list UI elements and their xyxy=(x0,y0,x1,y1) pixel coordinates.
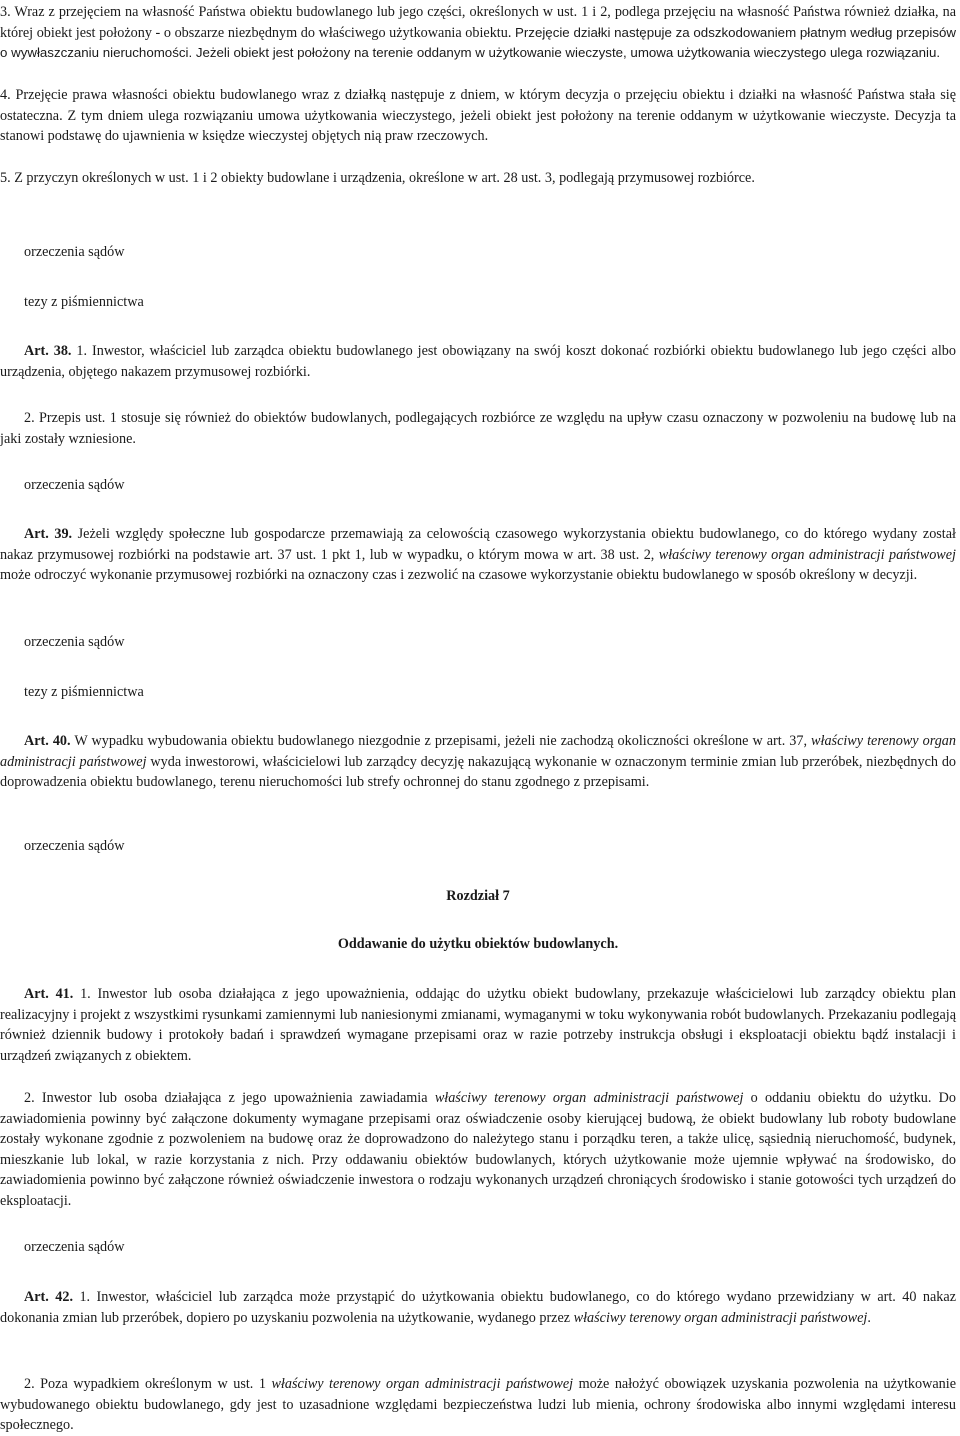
text: może odroczyć wykonanie przymusowej rozbiórki na oznaczony czas i zezwolić na czasowe wykorzystanie obiektu budowlanego w sposób określony w decyzji. xyxy=(0,567,918,583)
chapter-title: Rozdział 7 xyxy=(446,888,510,904)
organ-name: właściwy terenowy organ administracji państwowej xyxy=(271,1376,574,1392)
text: 2. Poza wypadkiem określonym w ust. 1 xyxy=(24,1376,272,1392)
paragraph-art38-ust2: 2. Przepis ust. 1 stosuje się również do obiektów budowlanych, podlegających rozbiórce ze względu na upływ czasu oznaczony w pozwoleniu na budowę lub na jaki zostały wzniesione. xyxy=(0,410,956,447)
paragraph-art41-ust1 xyxy=(0,984,956,1066)
article-number: Art. 38. xyxy=(24,343,72,359)
link-orzeczenia-sadow[interactable]: orzeczenia sądów xyxy=(24,634,125,650)
text: wyda inwestorowi, właścicielowi lub zarządcy decyzję nakazującą wykonanie w oznaczonym terminie zmian lub przeróbek, niezbędnych do doprowadzenia obiektu budowlanego, terenu nieruchomości lub strefy ochronnej do stanu zgodnego z przepisami. xyxy=(0,753,957,790)
article-number: Art. 41. xyxy=(24,986,74,1002)
paragraph-art38-ust1 xyxy=(0,341,956,382)
paragraph-art37-ust4: 4. Przejęcie prawa własności obiektu budowlanego wraz z działką następuje z dniem, w którym decyzja o przejęciu obiektu i działki na własność Państwa stała się ostateczna. Z tym dniem ulega rozwiązaniu umowa użytkowania wieczystego, jeżeli obiekt jest położony na terenie oddanym w użytkowanie wieczyste. Decyzja ta stanowi podstawę do ujawnienia w księdze wieczystej objętych nią praw rzeczowych. xyxy=(0,87,956,144)
link-orzeczenia-sadow[interactable]: orzeczenia sądów xyxy=(24,1239,125,1255)
paragraph-art41-ust2 xyxy=(0,1088,956,1211)
text: W wypadku wybudowania obiektu budowlanego niezgodnie z przepisami, jeżeli nie zachodzą okoliczności określone w art. 37, xyxy=(70,733,812,749)
paragraph-art40 xyxy=(0,731,956,793)
paragraph-art42-ust2 xyxy=(0,1374,956,1436)
organ-name: właściwy terenowy organ administracji państwowej xyxy=(0,733,956,770)
text: 3. Wraz z przejęciem na własność Państwa obiektu budowlanego lub jego części, określonych w ust. 1 i 2, podlega przejęciu na własność Państwa również działka, na której obiekt jest położony - o obszarze niezbędnym do właściwego użytkowania obiektu. xyxy=(0,4,956,41)
text: Jeżeli względy społeczne lub gospodarcze przemawiają za celowością czasowego wykorzystania obiektu budowlanego, co do którego wydany został nakaz przymusowej rozbiórki na podstawie art. 37 ust. 1 pkt 1, lub w wypadku, o którym mowa w art. 38 ust. 2, xyxy=(0,526,956,563)
organ-name: właściwy terenowy organ administracji państwowej xyxy=(434,1090,744,1106)
link-tezy-z-pismiennictwa[interactable]: tezy z piśmiennictwa xyxy=(24,294,144,310)
text: 2. Inwestor lub osoba działająca z jego upoważnienia zawiadamia xyxy=(24,1090,435,1106)
paragraph-art39 xyxy=(0,524,956,586)
chapter-subtitle: Oddawanie do użytku obiektów budowlanych. xyxy=(337,936,619,952)
text: może nałożyć obowiązek uzyskania pozwolenia na użytkowanie wybudowanego obiektu budowlanego, gdy jest to uzasadnione względami bezpieczeństwa ludzi lub mienia, ochrony środowiska albo innymi względami interesu społecznego. xyxy=(0,1376,956,1433)
text: o oddaniu obiektu do użytku. Do zawiadomienia powinny być załączone dokumenty wymagane przepisami oraz oświadczenie osoby kierującej budową, że obiekt budowlany lub roboty budowlane zostały wykonane zgodnie z pozwoleniem na budowę oraz że doprowadzono do należytego stanu i porządku teren, a także ulicę, sąsiednią nieruchomość, budynek, mieszkanie lub lokal, w razie korzystania z nich. Przy oddawaniu obiektów budowlanych, których użytkowanie może ujemnie wpływać na środowisko, do zawiadomienia powinno być załączone również oświadczenie inwestora o rodzaju wykonanych urządzeń chroniących środowisko i stanie gotowości tych urządzeń do eksploatacji. xyxy=(0,1090,956,1209)
organ-name: właściwy terenowy organ administracji państwowej xyxy=(658,546,956,563)
text: 1. Inwestor, właściciel lub zarządca obiektu budowlanego jest obowiązany na swój koszt dokonać rozbiórki obiektu budowlanego lub jego części albo urządzenia, objętego nakazem przymusowej rozbiórki. xyxy=(0,343,956,380)
organ-name: właściwy terenowy organ administracji państwowej xyxy=(573,1309,868,1326)
paragraph-art37-ust3 xyxy=(0,2,956,64)
text: Przejęcie działki następuje za odszkodowaniem płatnym według przepisów o wywłaszczaniu nieruchomości. Jeżeli obiekt jest położony na terenie oddanym w użytkowanie wieczyste, umowa użytkowania wieczystego ulega rozwiązaniu. xyxy=(0,24,956,60)
link-orzeczenia-sadow[interactable]: orzeczenia sądów xyxy=(24,477,125,493)
link-tezy-z-pismiennictwa[interactable]: tezy z piśmiennictwa xyxy=(24,684,144,700)
paragraph-art37-ust5: 5. Z przyczyn określonych w ust. 1 i 2 obiekty budowlane i urządzenia, określone w art. 28 ust. 3, podlegają przymusowej rozbiórce. xyxy=(0,170,755,186)
article-number: Art. 42. xyxy=(24,1289,73,1305)
text: 1. Inwestor lub osoba działająca z jego upoważnienia, oddając do użytku obiekt budowlany, przekazuje właścicielowi lub zarządcy obiektu plan realizacyjny i projekt z wszystkimi rysunkami zamiennymi lub naniesionymi zmianami, wymaganymi w toku wykonywania robót budowlanych. Przekazaniu podlegają również dziennik budowy i protokoły badań i sprawdzeń wymagane przepisami oraz w razie potrzeby instrukcja obsługi i eksploatacji obiektu bądź instalacji i urządzeń związanych z obiektem. xyxy=(0,986,956,1064)
text: 1. Inwestor, właściciel lub zarządca może przystąpić do użytkowania obiektu budowlanego, co do którego wydano przewidziany w art. 40 nakaz dokonania zmian lub przeróbek, dopiero po uzyskaniu pozwolenia na użytkowanie, wydanego przez xyxy=(0,1289,956,1326)
link-orzeczenia-sadow[interactable]: orzeczenia sądów xyxy=(24,838,125,854)
article-number: Art. 40. xyxy=(24,733,71,749)
paragraph-art42-ust1 xyxy=(0,1287,956,1328)
article-number: Art. 39. xyxy=(24,526,73,542)
text: . xyxy=(867,1309,871,1326)
link-orzeczenia-sadow[interactable]: orzeczenia sądów xyxy=(24,244,125,260)
